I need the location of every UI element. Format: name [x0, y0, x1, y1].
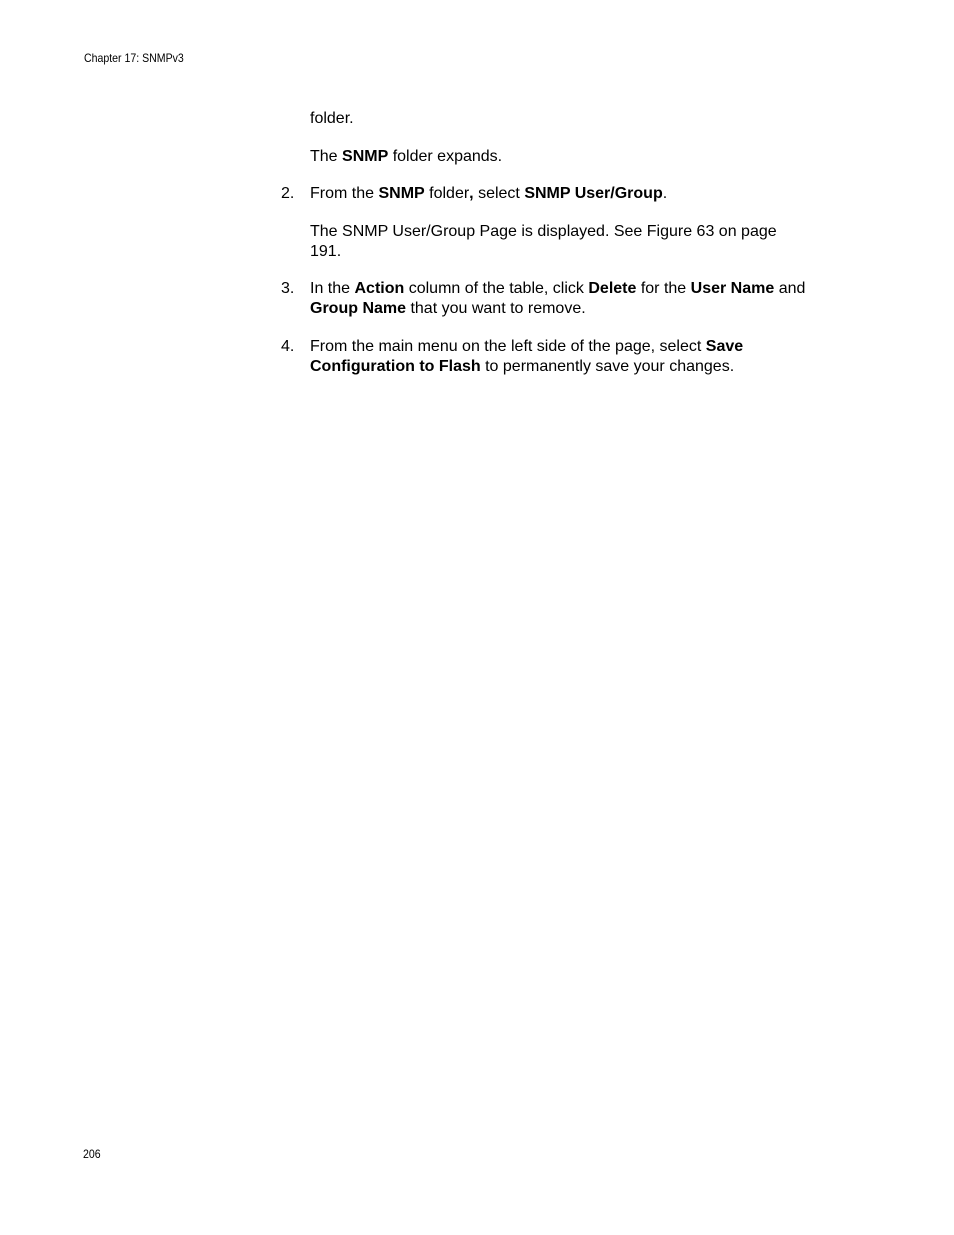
text-run: folder expands. [388, 148, 503, 165]
page-number: 206 [83, 1147, 101, 1161]
bold-term: Group Name [310, 300, 407, 317]
step-line [310, 279, 805, 299]
step-2-text [310, 184, 667, 204]
text-run: that you want to remove. [406, 300, 586, 317]
bold-term: , [469, 185, 474, 202]
text-run: for the [636, 280, 691, 297]
paragraph-folder [310, 109, 354, 129]
note-line: 191. [310, 243, 342, 260]
text-run: From the main menu on the left side of the page, select [310, 338, 706, 355]
text-run: and [774, 280, 806, 297]
step-3-text [310, 279, 805, 319]
bold-term: Action [354, 280, 405, 297]
bold-term: Configuration to Flash [310, 358, 481, 375]
text-run: From the [310, 185, 379, 202]
step-number-2: 2. [281, 185, 295, 202]
bold-term: SNMP [378, 185, 425, 202]
running-header: Chapter 17: SNMPv3 [84, 51, 184, 65]
paragraph-text: folder. [310, 110, 354, 127]
step-line [310, 299, 805, 319]
bold-term: Save [705, 338, 744, 355]
text-run: . [662, 185, 668, 202]
bold-term: User Name [690, 280, 775, 297]
step-number-3: 3. [281, 280, 295, 297]
step-4-text [310, 337, 743, 377]
text-run: to permanently save your changes. [480, 358, 735, 375]
text-run: folder [424, 185, 470, 202]
step-line [310, 337, 743, 357]
text-run: select [473, 185, 525, 202]
paragraph-snmp-expands [310, 147, 502, 167]
text-run: In the [310, 280, 355, 297]
step-line [310, 357, 743, 377]
bold-term: Delete [588, 280, 637, 297]
text-run: column of the table, click [404, 280, 589, 297]
note-line: The SNMP User/Group Page is displayed. See Figure 63 on page [310, 223, 777, 240]
text-run: The [310, 148, 343, 165]
bold-term: SNMP User/Group [524, 185, 663, 202]
step-number-4: 4. [281, 338, 295, 355]
bold-term: SNMP [342, 148, 389, 165]
step-2-note [310, 222, 777, 262]
